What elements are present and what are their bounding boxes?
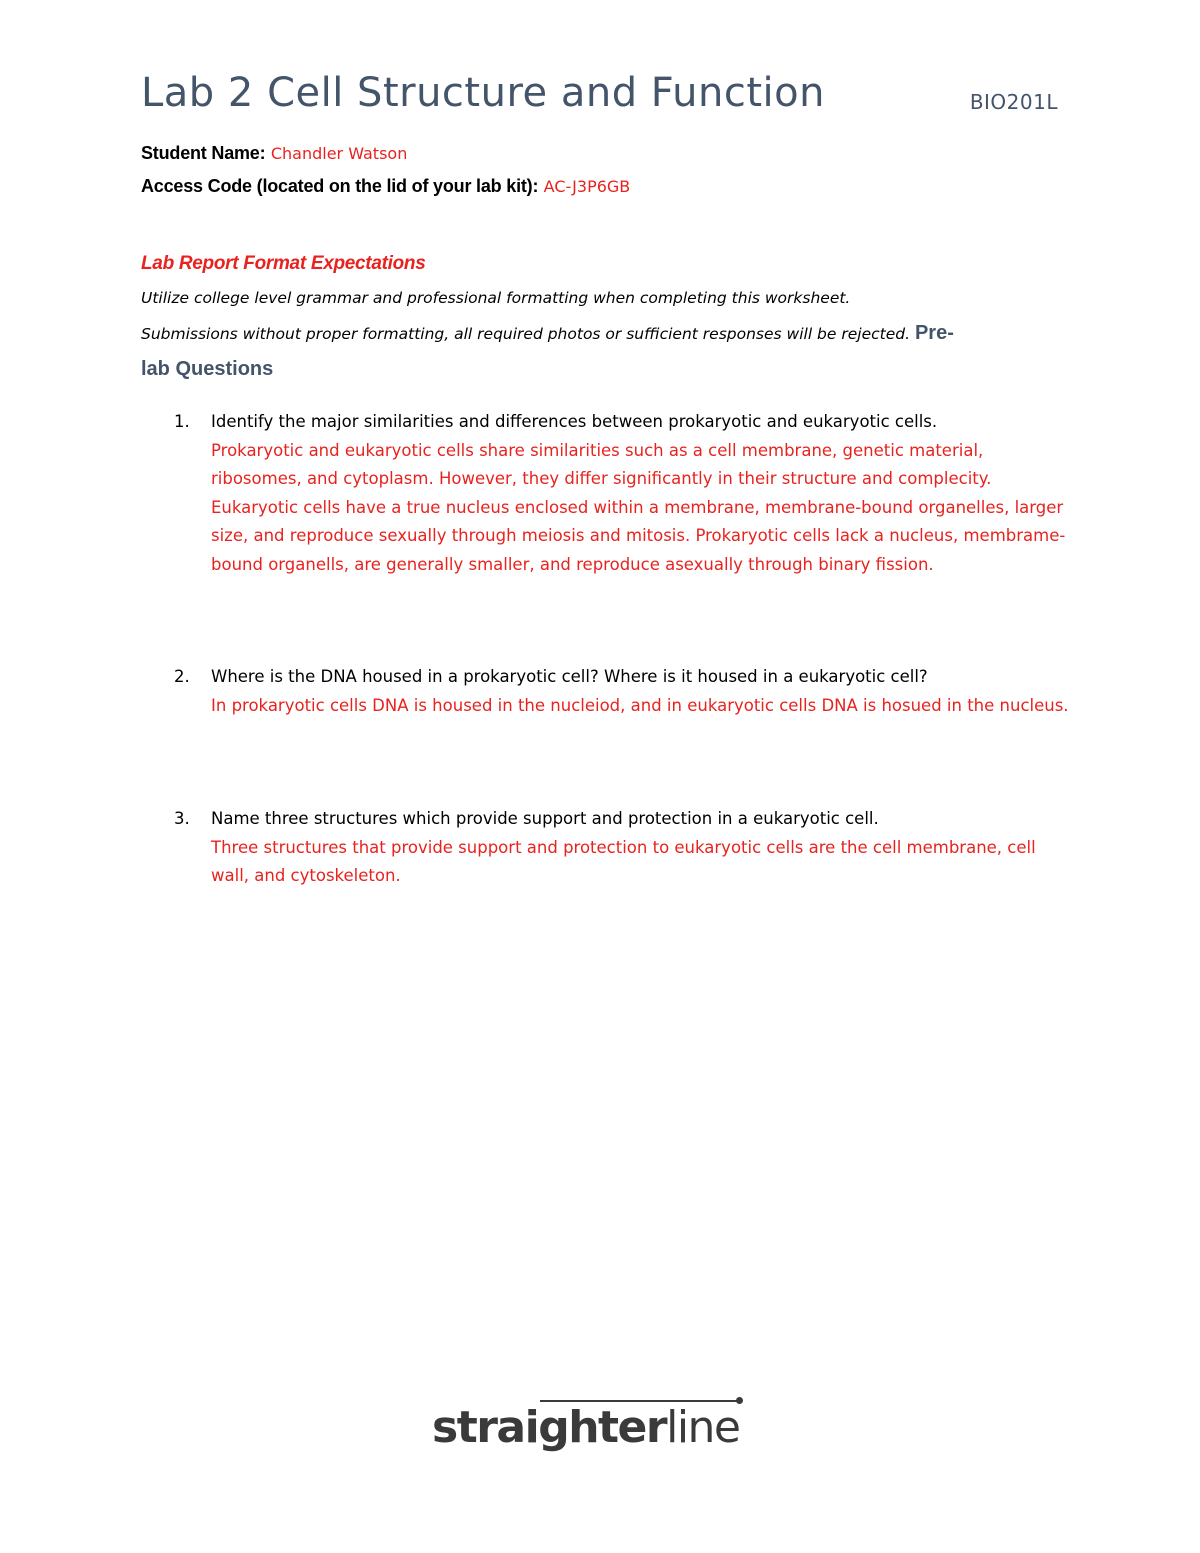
answer-text: Prokaryotic and eukaryotic cells share similarities such as a cell membrane, genetic material, ribosomes, and cytoplasm. However, they differ significantly in their structure and complecity. Eukaryotic cells have a true nucleus enclosed within a membrane, membrane-bound organelles, larger size, and reproduce sexually through meiosis and mitosis. Prokaryotic cells lack a nucleus, membrame-bound organells, are generally smaller, and reproduce asexually through binary fission. — [211, 440, 1066, 574]
access-code-value: AC-J3P6GB — [543, 177, 631, 196]
question-text: Name three structures which provide support and protection in a eukaryotic cell. — [211, 809, 879, 828]
straighterline-logo — [432, 1400, 762, 1460]
format-expectations-heading: Lab Report Format Expectations — [141, 253, 426, 274]
question-body — [211, 408, 1071, 579]
logo-bold-text: straighter — [432, 1402, 667, 1453]
student-name-value: Chandler Watson — [270, 144, 408, 163]
student-name-line — [141, 143, 407, 164]
course-code: BIO201L — [969, 90, 1058, 114]
question-number: 1. — [174, 412, 190, 431]
question-text: Where is the DNA housed in a prokaryotic cell? Where is it housed in a eukaryotic cell? — [211, 667, 928, 686]
logo-wordmark — [432, 1402, 740, 1453]
student-name-label: Student Name: — [141, 143, 266, 163]
logo-light-text: line — [666, 1402, 740, 1453]
question-number: 3. — [174, 809, 190, 828]
prelab-heading-part2: lab Questions — [141, 358, 274, 380]
access-code-label: Access Code (located on the lid of your lab kit): — [141, 176, 539, 196]
page-title: Lab 2 Cell Structure and Function — [141, 70, 825, 116]
access-code-line — [141, 176, 630, 197]
answer-text: In prokaryotic cells DNA is housed in the nucleiod, and in eukaryotic cells DNA is hosued in the nucleus. — [211, 695, 1069, 715]
expectations-line-2 — [141, 322, 954, 345]
expectations-line-1: Utilize college level grammar and professional formatting when completing this worksheet. — [141, 289, 851, 307]
answer-text: Three structures that provide support and protection to eukaryotic cells are the cell membrane, cell wall, and cytoskeleton. — [211, 837, 1036, 885]
question-body — [211, 663, 1071, 720]
question-number: 2. — [174, 667, 190, 686]
prelab-heading-part1: Pre- — [914, 322, 954, 344]
expectations-line-2-text: Submissions without proper formatting, all required photos or sufficient responses will be rejected. — [141, 325, 911, 343]
question-body — [211, 805, 1071, 891]
question-text: Identify the major similarities and differences between prokaryotic and eukaryotic cells. — [211, 412, 938, 431]
